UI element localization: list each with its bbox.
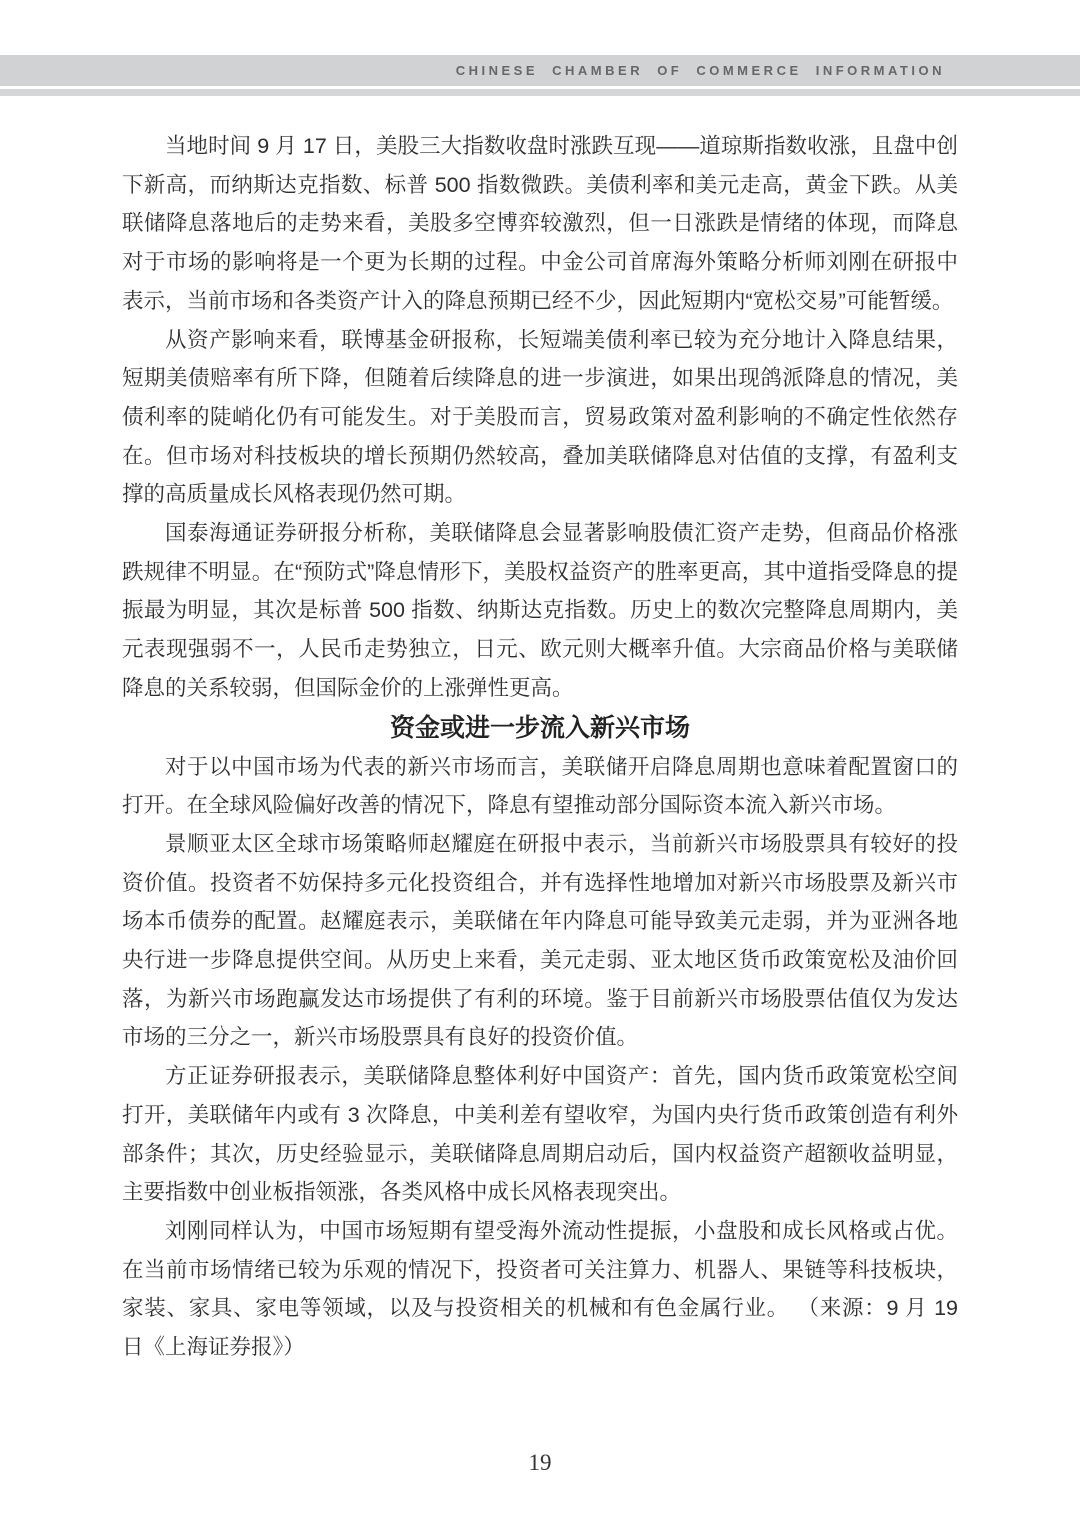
header-banner-text: CHINESE CHAMBER OF COMMERCE INFORMATION — [455, 63, 945, 78]
page-number: 19 — [528, 1450, 552, 1475]
paragraph-guotai-haitong-analysis: 国泰海通证券研报分析称，美联储降息会显著影响股债汇资产走势，但商品价格涨跌规律不明显。在“预防式”降息情形下，美股权益资产的胜率更高，其中道指受降息的提振最为明显，其次是标普 500 指数、纳斯达克指数。历史上的数次完整降息周期内，美元表现强弱不一，人民币走势独立，日元、欧元则大概率升值。大宗商品价格与美联储降息的关系较弱，但国际金价的上涨弹性更高。 — [122, 521, 958, 700]
section-heading: 资金或进一步流入新兴市场 — [389, 713, 690, 742]
paragraph-liu-gang-view — [122, 1212, 958, 1367]
paragraph-asset-impact: 从资产影响来看，联博基金研报称，长短端美债利率已较为充分地计入降息结果，短期美债赔率有所下降，但随着后续降息的进一步演进，如果出现鸽派降息的情况，美债利率的陡峭化仍有可能发生。对于美股而言，贸易政策对盈利影响的不确定性依然存在。但市场对科技板块的增长预期仍然较高，叠加美联储降息对估值的支撑，有盈利支撑的高质量成长风格表现仍然可期。 — [122, 327, 958, 507]
paragraph-us-market-overview: 当地时间 9 月 17 日，美股三大指数收盘时涨跌互现——道琼斯指数收涨，且盘中创下新高，而纳斯达克指数、标普 500 指数微跌。美债利率和美元走高，黄金下跌。从美联储降息落地后的走势来看，美股多空博弈较激烈，但一日涨跌是情绪的体现，而降息对于市场的影响将是一个更为长期的过程。中金公司首席海外策略分析师刘刚在研报中表示，当前市场和各类资产计入的降息预期已经不少，因此短期内“宽松交易”可能暂缓。 — [122, 134, 958, 313]
paragraph-text: 刘刚同样认为，中国市场短期有望受海外流动性提振，小盘股和成长风格或占优。在当前市场情绪已较为乐观的情况下，投资者可关注算力、机器人、果链等科技板块，家装、家具、家电等领域，以及与投资相关的机械和有色金属行业。 — [122, 1218, 958, 1321]
paragraph-invesco-strategist: 景顺亚太区全球市场策略师赵耀庭在研报中表示，当前新兴市场股票具有较好的投资价值。投资者不妨保持多元化投资组合，并有选择性地增加对新兴市场股票及新兴市场本币债券的配置。赵耀庭表示，美联储在年内降息可能导致美元走弱，并为亚洲各地央行进一步降息提供空间。从历史上来看，美元走弱、亚太地区货币政策宽松及油价回落，为新兴市场跑赢发达市场提供了有利的环境。鉴于目前新兴市场股票估值仅为发达市场的三分之一，新兴市场股票具有良好的投资价值。 — [122, 831, 958, 1050]
source-citation: （来源：9 月 19 日《上海证券报》） — [122, 1296, 958, 1360]
article-body — [122, 127, 958, 1367]
header-band — [0, 55, 1080, 86]
paragraph-founder-securities: 方正证券研报表示，美联储降息整体利好中国资产：首先，国内货币政策宽松空间打开，美联储年内或有 3 次降息，中美利差有望收窄，为国内央行货币政策创造有利外部条件；其次，历史经验显示，美联储降息周期启动后，国内权益资产超额收益明显，主要指数中创业板指领涨，各类风格中成长风格表现突出。 — [122, 1064, 958, 1205]
header-band-thin — [0, 89, 1080, 96]
paragraph-emerging-markets-intro: 对于以中国市场为代表的新兴市场而言，美联储开启降息周期也意味着配置窗口的打开。在全球风险偏好改善的情况下，降息有望推动部分国际资本流入新兴市场。 — [122, 754, 958, 818]
